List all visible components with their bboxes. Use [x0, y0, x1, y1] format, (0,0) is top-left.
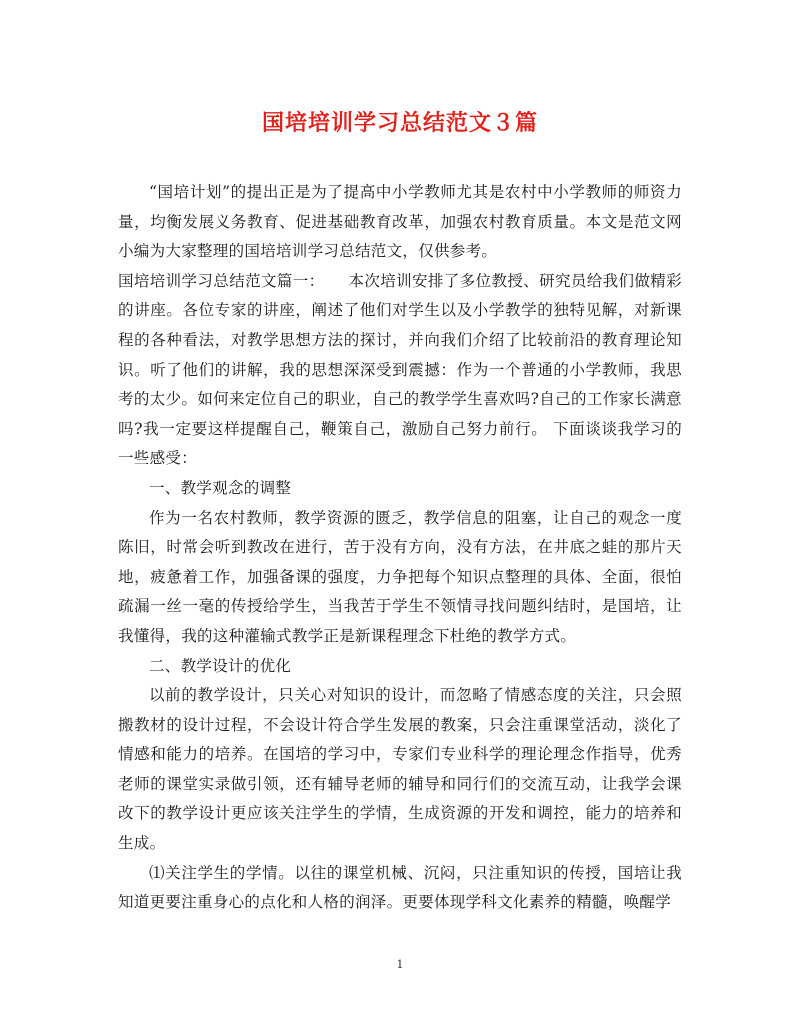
page-number: 1	[396, 958, 404, 971]
document-title: 国培培训学习总结范文３篇	[261, 110, 538, 136]
design-paragraph: 以前的教学设计，只关心对知识的设计，而忽略了情感态度的关注，只会照搬教材的设计过程，不会设计符合学生发展的教案，只会注重课堂活动，淡化了情感和能力的培养。在国培的学习中，专家们专业科学的理论理念作指导，优秀老师的课堂实录做引领，还有辅导老师的辅导和同行们的交流互动，让我学会课改下的教学设计更应该关注学生的学情，生成资源的开发和调控，能力的培养和生成。	[118, 686, 682, 853]
section-heading-design: 二、教学设计的优化	[149, 656, 292, 675]
article-one-paragraph: 国培培训学习总结范文篇一： 本次培训安排了多位教授、研究员给我们做精彩的讲座。各位专家的讲座，阐述了他们对学生以及小学教学的独特见解，对新课程的各种看法，对教学思想方法的探讨，并向我们介绍了比较前沿的教育理论知识。听了他们的讲解，我的思想深深受到震撼：作为一个普通的小学教师，我思考的太少。如何来定位自己的职业，自己的教学学生喜欢吗?自己的工作家长满意吗?我一定要这样提醒自己，鞭策自己，激励自己努力前行。 下面谈谈我学习的一些感受：	[118, 271, 682, 468]
concept-paragraph: 作为一名农村教师，教学资源的匮乏，教学信息的阻塞，让自己的观念一度陈旧，时常会听到教改在进行，苦于没有方向，没有方法，在井底之蛙的那片天地，疲惫着工作，加强备课的强度，力争把每个知识点整理的具体、全面，很怕疏漏一丝一毫的传授给学生，当我苦于学生不领情寻找问题纠结时，是国培，让我懂得，我的这种灌输式教学正是新课程理念下杜绝的教学方式。	[118, 508, 682, 645]
learning-situation-paragraph: ⑴关注学生的学情。以往的课堂机械、沉闷，只注重知识的传授，国培让我知道更要注重身心的点化和人格的润泽。更要体现学科文化素养的精髓，唤醒学	[118, 863, 682, 912]
intro-paragraph: “国培计划”的提出正是为了提高中小学教师尤其是农村中小学教师的师资力量，均衡发展义务教育、促进基础教育改革，加强农村教育质量。本文是范文网小编为大家整理的国培培训学习总结范文，仅供参考。	[118, 183, 682, 261]
document-body	[118, 178, 682, 918]
section-heading-concept: 一、教学观念的调整	[149, 478, 292, 497]
